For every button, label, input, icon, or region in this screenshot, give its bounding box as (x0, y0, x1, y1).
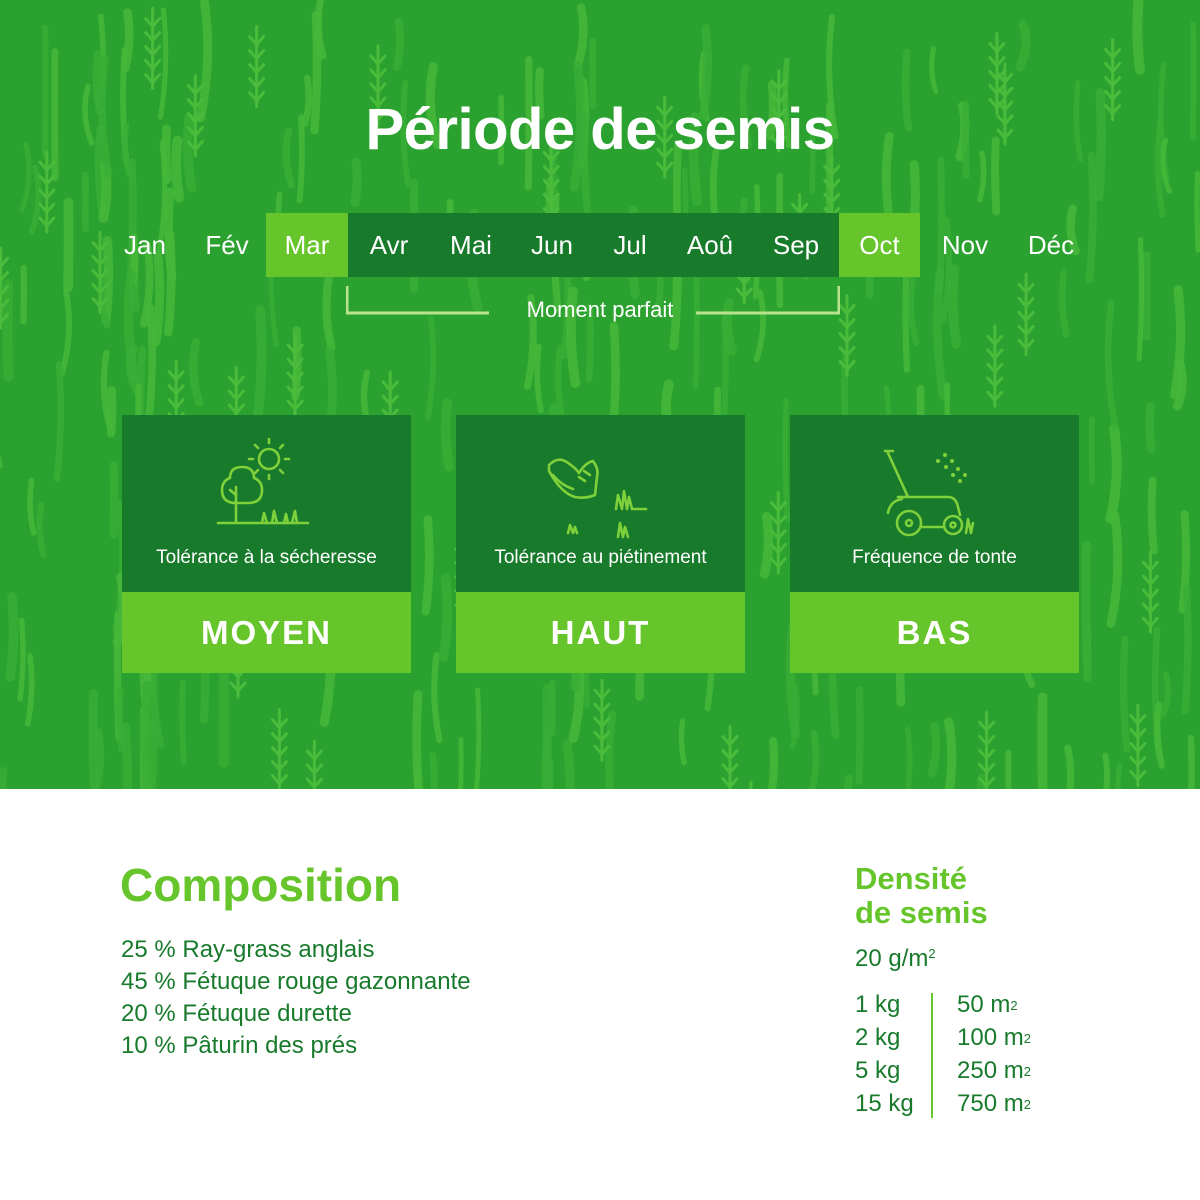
density-area: 50 $m^2$ (957, 991, 1018, 1018)
month-3: Avr (369, 230, 409, 260)
density-title-line2: de semis (855, 895, 988, 930)
month-1: Fév (205, 230, 249, 260)
density-weight: 1 kg (855, 991, 901, 1018)
composition-item: 20 % Fétuque durette (121, 1000, 352, 1027)
month-8: Sep (772, 230, 820, 260)
month-0: Jan (124, 230, 166, 260)
month-10: Nov (941, 230, 989, 260)
density-area: 100 $m^2$ (957, 1024, 1031, 1051)
composition-item: 45 % Fétuque rouge gazonnante (121, 968, 471, 995)
month-9: Oct (839, 213, 920, 277)
composition-list (121, 934, 471, 1062)
drought-tolerance-value: MOYEN (122, 592, 411, 673)
month-6: Jul (613, 230, 647, 260)
mowing-frequency-label: Fréquence de tonte (852, 547, 1017, 568)
density-weight: 15 kg (855, 1090, 914, 1117)
trampling-tolerance-value: HAUT (456, 592, 745, 673)
composition-title: Composition (120, 859, 402, 911)
composition-item: 10 % Pâturin des prés (121, 1032, 358, 1059)
month-2: Mar (266, 213, 348, 277)
month-5: Jun (531, 230, 573, 260)
month-7: Aoû (686, 230, 734, 260)
density-area: 750 $m^2$ (957, 1090, 1031, 1117)
density-weight: 5 kg (855, 1057, 901, 1084)
density-weight: 2 kg (855, 1024, 901, 1051)
drought-tolerance-card (122, 415, 411, 673)
lawnmower-icon (790, 437, 1079, 545)
density-title-line1: Densité (855, 861, 967, 896)
trampling-tolerance-label: Tolérance au piétinement (494, 547, 707, 568)
page-title: Période de semis (365, 97, 835, 162)
mowing-frequency-card (790, 415, 1079, 673)
density-rate: 20 $g/m^2$ (855, 945, 936, 972)
month-11: Déc (1027, 230, 1075, 260)
trampling-tolerance-card (456, 415, 745, 673)
month-4: Mai (450, 230, 492, 260)
mowing-frequency-value: BAS (790, 592, 1079, 673)
foot-grass-icon (456, 437, 745, 545)
density-divider (931, 993, 933, 1118)
perfect-period-label: Moment parfait (526, 297, 674, 322)
drought-tolerance-label: Tolérance à la sécheresse (156, 547, 377, 568)
density-area: 250 $m^2$ (957, 1057, 1031, 1084)
density-title (855, 862, 988, 930)
tree-sun-icon (122, 437, 411, 545)
composition-item: 25 % Ray-grass anglais (121, 936, 375, 963)
